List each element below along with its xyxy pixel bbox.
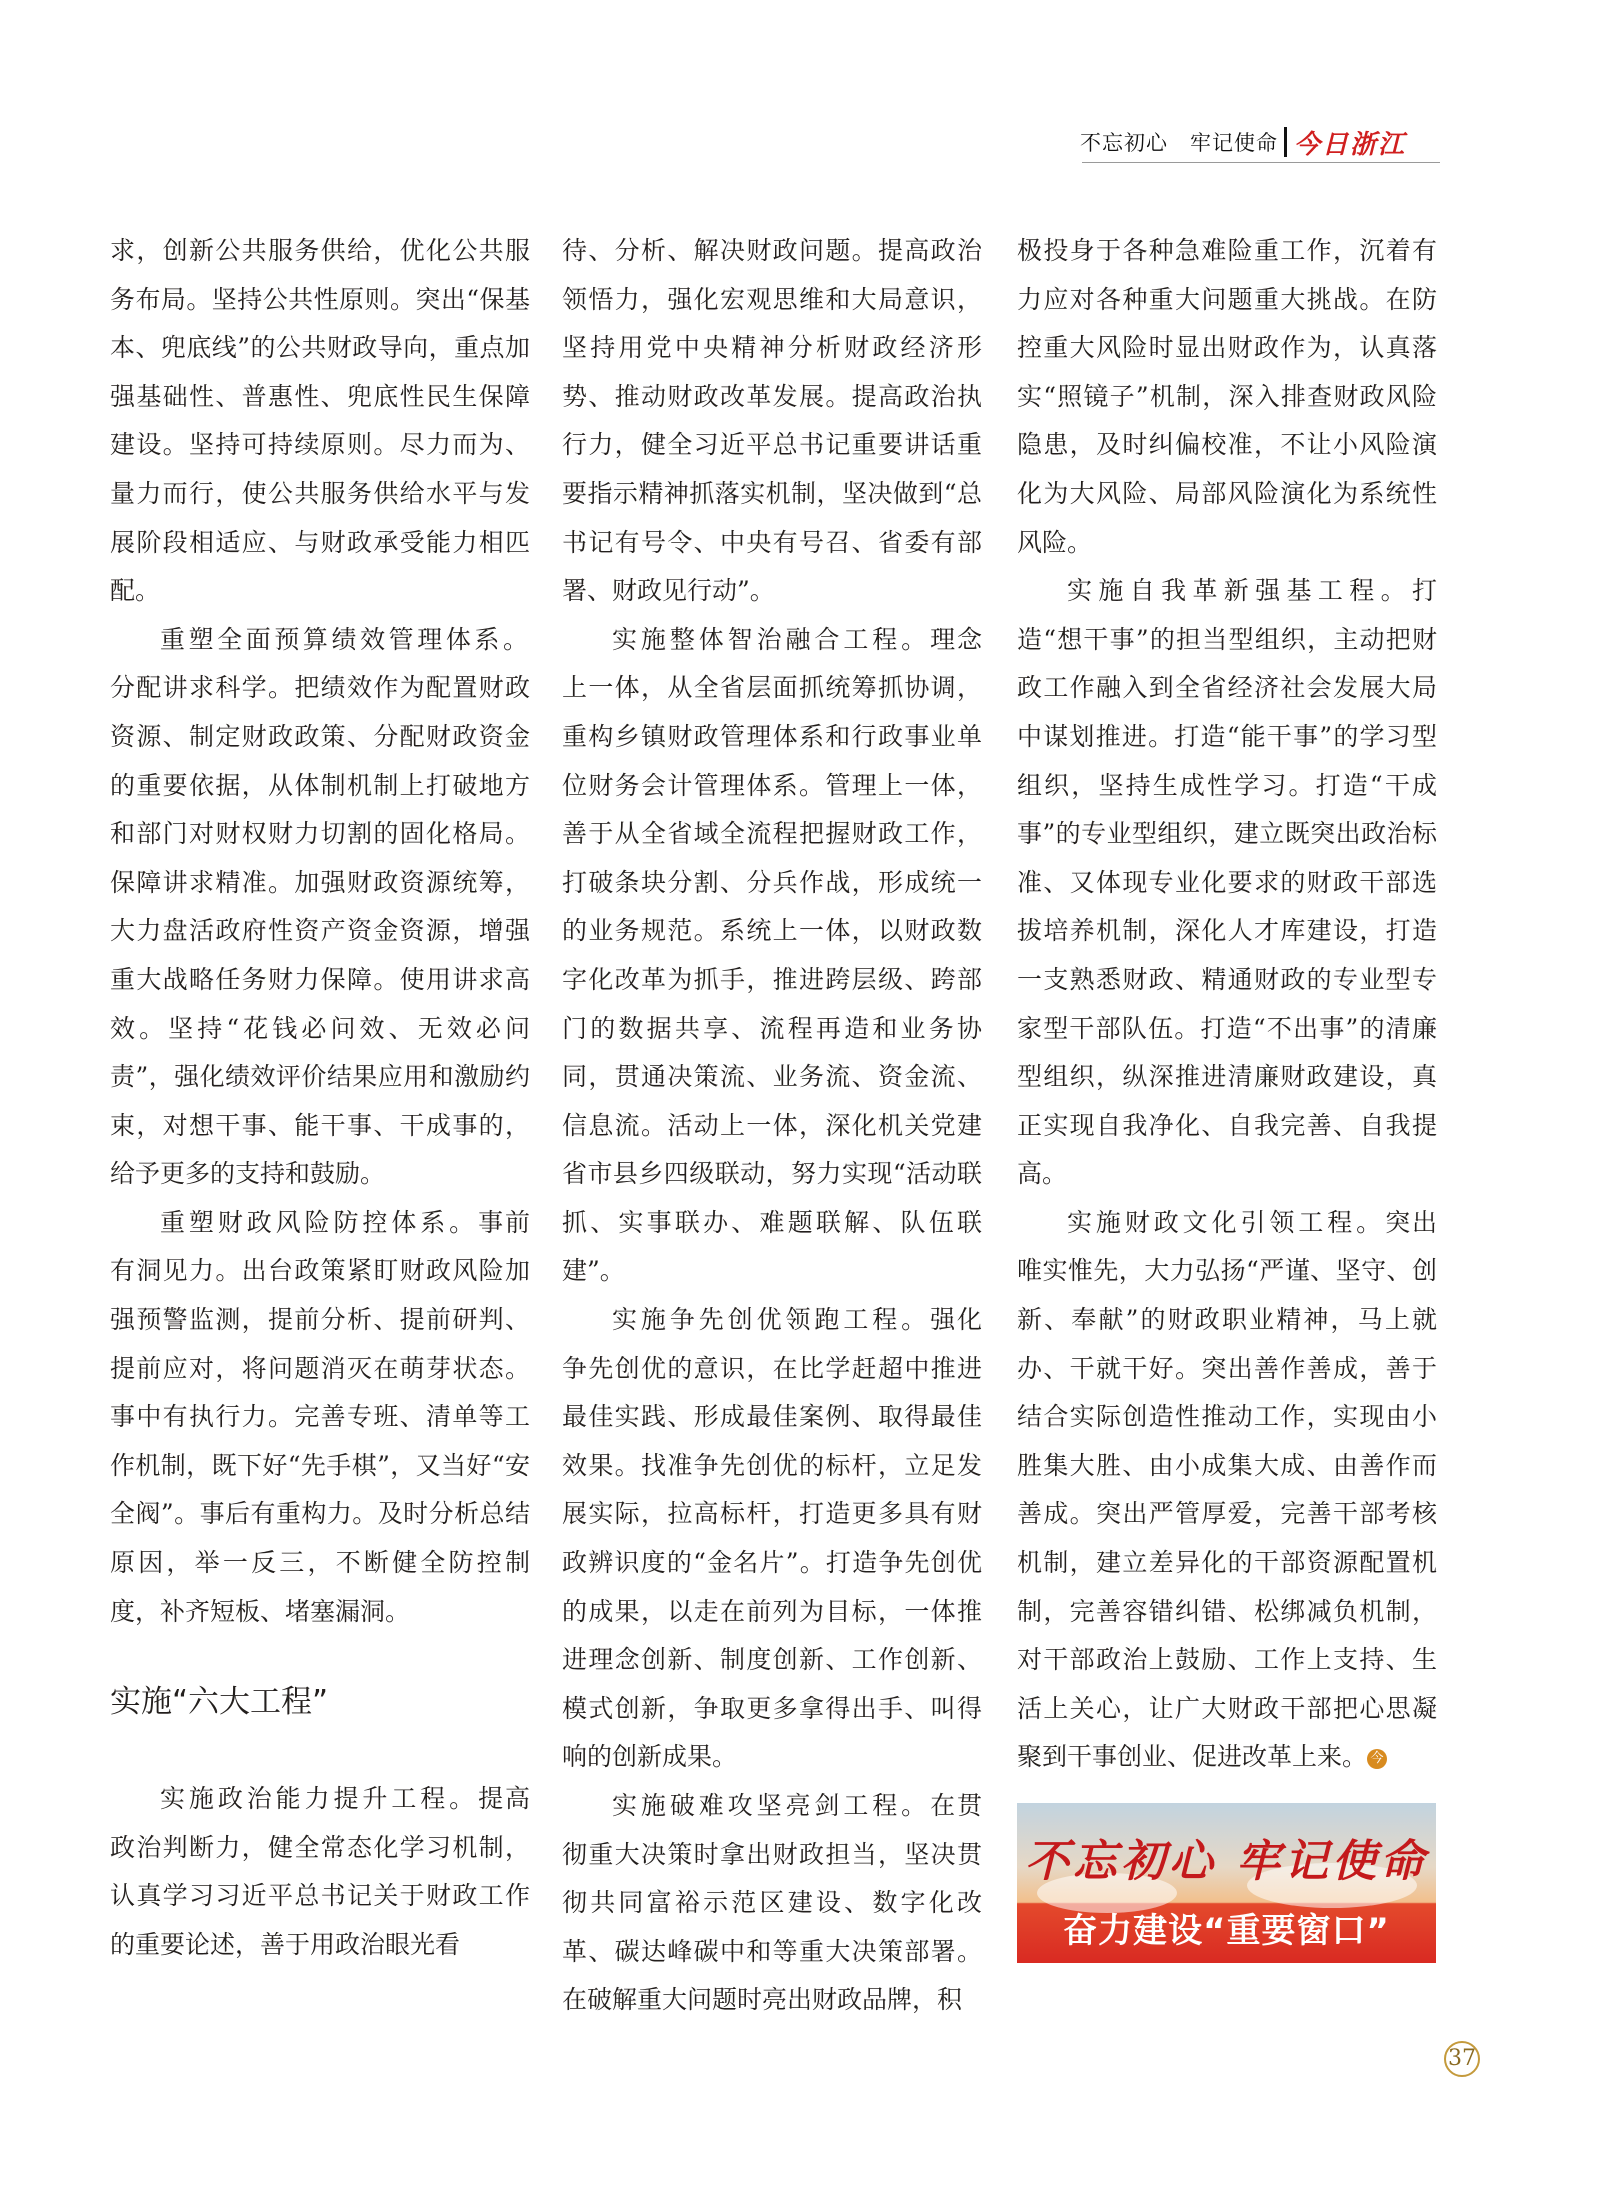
paragraph-lead: 重塑全面预算绩效管理体系。 [160, 624, 530, 654]
paragraph: 待、分析、解决财政问题。提高政治领悟力，强化宏观思维和大局意识，坚持用党中央精神分析财政经济形势、推动财政改革发展。提高政治执行力，健全习近平总书记重要讲话重要指示精神抓落实机制，坚决做到“总书记有号令、中央有号召、省委有部署、财政见行动”。 [562, 236, 982, 606]
paragraph: 实施争先创优领跑工程。强化争先创优的意识，在比学赶超中推进最佳实践、形成最佳案例、取得最佳效果。找准争先创优的标杆，立足发展实际，拉高标杆，打造更多具有财政辨识度的“金名片”。打造争先创优的成果，以走在前列为目标，一体推进理念创新、制度创新、工作创新、模式创新，争取更多拿得出手、叫得响的创新成果。 [562, 1305, 982, 1772]
banner-title: 奋力建设“重要窗口” [1063, 1911, 1390, 1951]
section-title: 实施“六大工程” [110, 1684, 329, 1720]
paragraph-lead: 实施整体智治融合工程。 [612, 624, 931, 654]
paragraph: 极投身于各种急难险重工作，沉着有力应对各种重大问题重大挑战。在防控重大风险时显出财政作为，认真落实“照镜子”机制，深入排查财政风险隐患，及时纠偏校准，不让小风险演化为大风险、局部风险演化为系统性风险。 [1017, 236, 1437, 557]
paragraph: 求，创新公共服务供给，优化公共服务布局。坚持公共性原则。突出“保基本、兜底线”的公共财政导向，重点加强基础性、普惠性、兜底性民生保障建设。坚持可持续原则。尽力而为、量力而行，使公共服务供给水平与发展阶段相适应、与财政承受能力相匹配。 [110, 236, 530, 606]
column-2 [562, 227, 982, 2025]
paragraph-lead: 实施自我革新强基工程。 [1067, 576, 1412, 606]
banner-image [1017, 1803, 1436, 1963]
paragraph: 实施财政文化引领工程。突出唯实惟先，大力弘扬“严谨、坚守、创新、奉献”的财政职业精神，马上就办、干就干好。突出善作善成，善于结合实际创造性推动工作，实现由小胜集大胜、由小成集大成、由善作而善成。突出严管厚爱，完善干部考核机制，建立差异化的干部资源配置机制，完善容错纠错、松绑减负机制，对干部政治上鼓励、工作上支持、生活上关心，让广大财政干部把心思凝聚到干事创业、促进改革上来。 今 [1017, 1207, 1437, 1772]
paragraph: 实施自我革新强基工程。打造“想干事”的担当型组织，主动把财政工作融入到全省经济社会发展大局中谋划推进。打造“能干事”的学习型组织，坚持生成性学习。打造“干成事”的专业型组织，建立既突出政治标准、又体现专业化要求的财政干部选拔培养机制，深化人才库建设，打造一支熟悉财政、精通财政的专业型专家型干部队伍。打造“不出事”的清廉型组织，纵深推进清廉财政建设，真正实现自我净化、自我完善、自我提高。 [1017, 576, 1437, 1189]
paragraph-lead: 实施政治能力提升工程。 [160, 1784, 479, 1813]
column-3 [1017, 227, 1437, 1782]
header-divider [1284, 127, 1287, 157]
paragraph: 实施破难攻坚亮剑工程。在贯彻重大决策时拿出财政担当，坚决贯彻共同富裕示范区建设、数字化改革、碳达峰碳中和等重大决策部署。在破解重大问题时亮出财政品牌，积 [562, 1791, 982, 2015]
paragraph: 实施整体智治融合工程。理念上一体，从全省层面抓统筹抓协调，重构乡镇财政管理体系和行政事业单位财务会计管理体系。管理上一体，善于从全省域全流程把握财政工作，打破条块分割、分兵作战，形成统一的业务规范。系统上一体，以财政数字化改革为抓手，推进跨层级、跨部门的数据共享、流程再造和业务协同，贯通决策流、业务流、资金流、信息流。活动上一体，深化机关党建省市县乡四级联动，努力实现“活动联抓、实事联办、难题联解、队伍联建”。 [562, 624, 982, 1286]
paragraph: 重塑财政风险防控体系。事前有洞见力。出台政策紧盯财政风险加强预警监测，提前分析、提前研判、提前应对，将问题消灭在萌芽状态。事中有执行力。完善专班、清单等工作机制，既下好“先手棋”，又当好“安全阀”。事后有重构力。及时分析总结原因，举一反三，不断健全防控制度，补齐短板、堵塞漏洞。 [110, 1207, 530, 1626]
end-mark-icon: 今 [1367, 1749, 1387, 1769]
page-number: 37 [1444, 2041, 1480, 2077]
magazine-logo: 今日浙江 [1294, 129, 1407, 160]
paragraph-lead: 实施争先创优领跑工程。 [612, 1305, 931, 1335]
paragraph-lead: 实施破难攻坚亮剑工程。 [612, 1791, 931, 1820]
paragraph-lead: 实施财政文化引领工程。 [1067, 1207, 1386, 1237]
header-rule [1082, 162, 1440, 163]
column-1 [110, 227, 530, 1636]
page-header [1080, 122, 1440, 162]
header-slogan: 不忘初心 牢记使命 [1080, 131, 1278, 155]
paragraph: 重塑全面预算绩效管理体系。分配讲求科学。把绩效作为配置财政资源、制定财政政策、分配财政资金的重要依据，从体制机制上打破地方和部门对财权财力切割的固化格局。保障讲求精准。加强财政资源统筹，大力盘活政府性资产资金资源，增强重大战略任务财力保障。使用讲求高效。坚持“花钱必问效、无效必问责”，强化绩效评价结果应用和激励约束，对想干事、能干事、干成事的，给予更多的支持和鼓励。 [110, 624, 530, 1189]
banner-calligraphy: 不忘初心 牢记使命 [1024, 1836, 1429, 1887]
paragraph-lead: 重塑财政风险防控体系。 [160, 1207, 479, 1237]
paragraph: 实施政治能力提升工程。提高政治判断力，健全常态化学习机制，认真学习习近平总书记关于财政工作的重要论述，善于用政治眼光看 [110, 1784, 530, 1959]
column-1-continued [110, 1775, 530, 1969]
